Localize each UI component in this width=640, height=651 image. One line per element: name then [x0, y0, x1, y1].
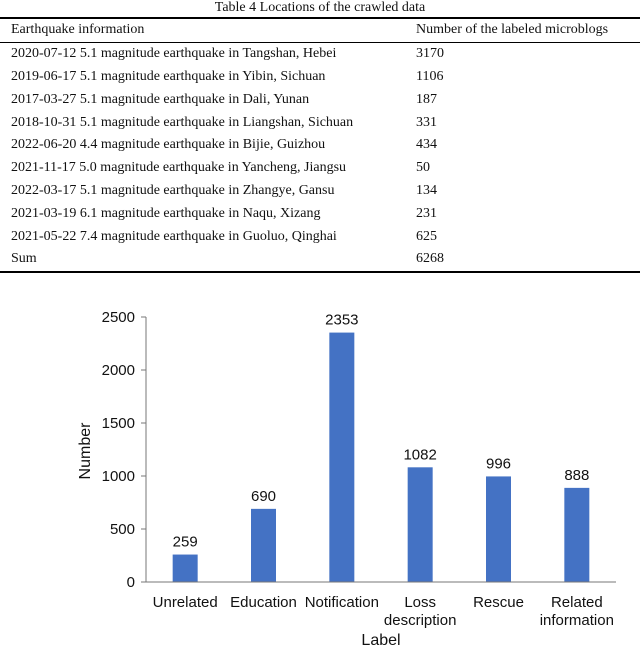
table-row [0, 202, 640, 225]
table-cell-count: 625 [416, 228, 438, 244]
y-tick-label: 2000 [101, 362, 135, 379]
column-header-earthquake-information: Earthquake information [11, 22, 145, 38]
x-tick-label: Related [550, 594, 603, 611]
table-row [0, 225, 640, 248]
column-header-labeled-microblogs: Number of the labeled microblogs [416, 22, 609, 38]
data-label: 888 [564, 466, 590, 484]
table-row [0, 111, 640, 134]
table-caption: Table 4 Locations of the crawled data [214, 0, 426, 15]
table-cell-count: 1106 [416, 68, 444, 84]
table-cell-count: 50 [416, 160, 431, 176]
y-tick-label: 1500 [101, 415, 135, 432]
table-cell-count: 231 [416, 205, 438, 221]
table-cell-earthquake: 2017-03-27 5.1 magnitude earthquake in Dali, Yunan [11, 91, 310, 107]
data-label: 996 [485, 455, 512, 473]
table-cell-count: 331 [416, 114, 438, 130]
table-cell-sum-value: 6268 [416, 251, 445, 267]
bars [173, 312, 590, 582]
table-row-sum [0, 248, 640, 272]
data-label: 2353 [325, 311, 359, 329]
data-label: 259 [172, 533, 198, 551]
bar [486, 476, 511, 582]
bar [251, 509, 276, 582]
x-tick-label: information [539, 612, 614, 629]
y-tick-label: 2500 [101, 309, 135, 326]
table-row [0, 157, 640, 180]
table-row [0, 66, 640, 89]
x-tick-label: Loss [404, 594, 437, 611]
table-cell-earthquake: 2021-11-17 5.0 magnitude earthquake in Yancheng, Jiangsu [11, 160, 347, 176]
table-cell-earthquake: 2018-10-31 5.1 magnitude earthquake in Liangshan, Sichuan [11, 114, 354, 130]
table-cell-count: 3170 [416, 46, 445, 62]
table-row [0, 180, 640, 203]
y-tick-label: 0 [126, 574, 135, 591]
y-axis [102, 309, 146, 591]
table-row [0, 134, 640, 157]
x-tick-label: Rescue [473, 594, 524, 611]
bar-chart [0, 295, 640, 651]
x-tick-label: Notification [304, 594, 379, 611]
x-tick-label: Unrelated [152, 594, 218, 611]
table-cell-count: 434 [416, 137, 438, 153]
table-cell-earthquake: 2022-06-20 4.4 magnitude earthquake in Bijie, Guizhou [11, 137, 326, 153]
bar [329, 333, 354, 582]
bar [173, 555, 198, 582]
table-cell-earthquake: 2021-03-19 6.1 magnitude earthquake in Naqu, Xizang [11, 205, 321, 221]
y-tick-label: 1000 [101, 468, 135, 485]
table-row [0, 42, 640, 65]
table-header-row [0, 18, 640, 42]
table-cell-count: 134 [416, 182, 438, 198]
y-tick-label: 500 [109, 521, 135, 538]
x-tick-label: description [383, 612, 457, 629]
data-label: 690 [250, 487, 277, 505]
earthquake-table [0, 17, 640, 273]
table-row [0, 88, 640, 111]
table-cell-sum-label: Sum [11, 251, 37, 267]
x-axis [146, 582, 616, 629]
y-axis-label: Number [77, 422, 94, 480]
table-cell-count: 187 [416, 91, 438, 107]
bar [564, 488, 589, 582]
table-cell-earthquake: 2021-05-22 7.4 magnitude earthquake in Guoluo, Qinghai [11, 228, 337, 244]
x-tick-label: Education [230, 594, 297, 611]
table-cell-earthquake: 2022-03-17 5.1 magnitude earthquake in Zhangye, Gansu [11, 182, 335, 198]
data-label: 1082 [403, 446, 437, 464]
x-axis-label: Label [361, 632, 401, 649]
bar [408, 467, 433, 582]
table-cell-earthquake: 2020-07-12 5.1 magnitude earthquake in Tangshan, Hebei [11, 46, 337, 62]
table-cell-earthquake: 2019-06-17 5.1 magnitude earthquake in Yibin, Sichuan [11, 68, 326, 84]
